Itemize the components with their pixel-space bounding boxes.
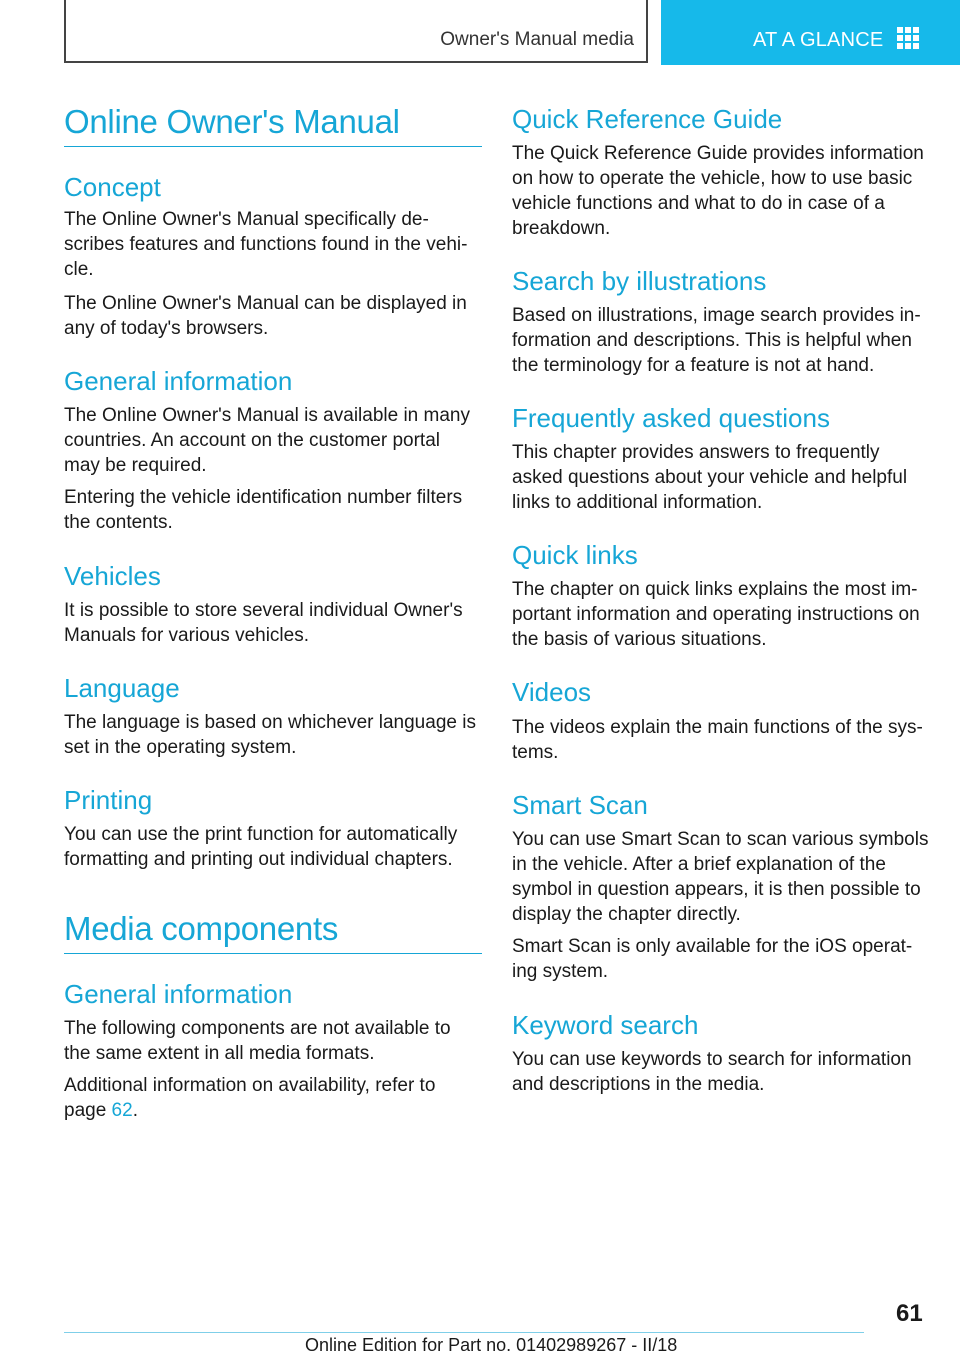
paragraph-line: portant information and operating instructions on	[512, 604, 920, 625]
paragraph-line: the terminology for a feature is not at hand.	[512, 355, 875, 376]
paragraph-line: display the chapter directly.	[512, 904, 741, 925]
heading-keyword-search: Keyword search	[512, 1010, 699, 1040]
paragraph-line: The Online Owner's Manual can be displayed in	[64, 293, 467, 314]
heading-online-owners-manual: Online Owner's Manual	[64, 103, 400, 140]
paragraph-line: Smart Scan is only available for the iOS operat-	[512, 936, 913, 957]
paragraph-line: scribes features and functions found in the vehi-	[64, 234, 468, 255]
grid-icon	[897, 27, 919, 49]
heading-vehicles: Vehicles	[64, 561, 161, 591]
heading-general-information: General information	[64, 366, 293, 396]
heading-media-general-information: General information	[64, 979, 293, 1009]
paragraph-line: The following components are not available to	[64, 1018, 451, 1039]
header-chapter-box	[64, 0, 648, 63]
paragraph-line: The language is based on whichever language is	[64, 712, 476, 733]
heading-rule	[64, 953, 482, 954]
paragraph-line: It is possible to store several individual Owner's	[64, 600, 463, 621]
section-label: AT A GLANCE	[753, 29, 884, 51]
paragraph-line: asked questions about your vehicle and helpful	[512, 467, 908, 488]
paragraph-line: tems.	[512, 742, 559, 763]
paragraph-line: on how to operate the vehicle, how to use basic	[512, 168, 913, 189]
heading-smart-scan: Smart Scan	[512, 790, 648, 820]
paragraph-line: ing system.	[512, 961, 609, 982]
paragraph-line: The videos explain the main functions of the sys-	[512, 717, 923, 738]
heading-concept: Concept	[64, 172, 161, 202]
paragraph-line: formation and descriptions. This is helpful when	[512, 330, 912, 351]
paragraph-line: cle.	[64, 259, 94, 280]
paragraph-line: The Online Owner's Manual specifically de-	[64, 209, 429, 230]
paragraph-line: symbol in question appears, it is then possible to	[512, 879, 921, 900]
paragraph-line: formatting and printing out individual chapters.	[64, 849, 453, 870]
footer-rule	[64, 1332, 864, 1333]
paragraph-line: may be required.	[64, 455, 207, 476]
paragraph-line: You can use the print function for automatically	[64, 824, 458, 845]
paragraph-line: You can use Smart Scan to scan various symbols	[512, 829, 929, 850]
paragraph-line: This chapter provides answers to frequently	[512, 442, 880, 463]
paragraph-line: breakdown.	[512, 218, 611, 239]
paragraph-line: countries. An account on the customer portal	[64, 430, 440, 451]
paragraph-line: set in the operating system.	[64, 737, 297, 758]
paragraph-line: Based on illustrations, image search provides in-	[512, 305, 921, 326]
page-reference-suffix: .	[132, 1100, 138, 1121]
edition-footer: Online Edition for Part no. 01402989267 - II/18	[305, 1335, 678, 1355]
paragraph-line: the same extent in all media formats.	[64, 1043, 375, 1064]
heading-quick-links: Quick links	[512, 540, 638, 570]
heading-media-components: Media components	[64, 910, 339, 947]
paragraph-line: any of today's browsers.	[64, 318, 269, 339]
heading-printing: Printing	[64, 785, 153, 815]
paragraph-line: the basis of various situations.	[512, 629, 767, 650]
heading-frequently-asked-questions: Frequently asked questions	[512, 403, 830, 433]
paragraph-line: Manuals for various vehicles.	[64, 625, 309, 646]
heading-language: Language	[64, 673, 180, 703]
heading-rule	[64, 146, 482, 147]
page-number: 61	[896, 1300, 923, 1327]
heading-videos: Videos	[512, 677, 592, 707]
paragraph-line: You can use keywords to search for information	[512, 1049, 912, 1070]
paragraph-line: links to additional information.	[512, 492, 763, 513]
page-reference-prefix: page	[64, 1100, 112, 1121]
paragraph-line: the contents.	[64, 512, 173, 533]
paragraph-line: Entering the vehicle identification number filters	[64, 487, 463, 508]
paragraph-line: The Online Owner's Manual is available in many	[64, 405, 470, 426]
chapter-title: Owner's Manual media	[440, 29, 634, 50]
heading-search-by-illustrations: Search by illustrations	[512, 266, 767, 296]
paragraph-line: The chapter on quick links explains the most im-	[512, 579, 918, 600]
paragraph-line: The Quick Reference Guide provides information	[512, 143, 924, 164]
paragraph-line: vehicle functions and what to do in case of a	[512, 193, 885, 214]
page-reference-line	[64, 1098, 138, 1123]
paragraph-line: Additional information on availability, refer to	[64, 1075, 436, 1096]
section-tab	[661, 0, 960, 65]
page-62-link[interactable]: 62	[111, 1100, 133, 1121]
paragraph-line: and descriptions in the media.	[512, 1074, 765, 1095]
heading-quick-reference-guide: Quick Reference Guide	[512, 104, 783, 134]
paragraph-line: in the vehicle. After a brief explanation of the	[512, 854, 886, 875]
